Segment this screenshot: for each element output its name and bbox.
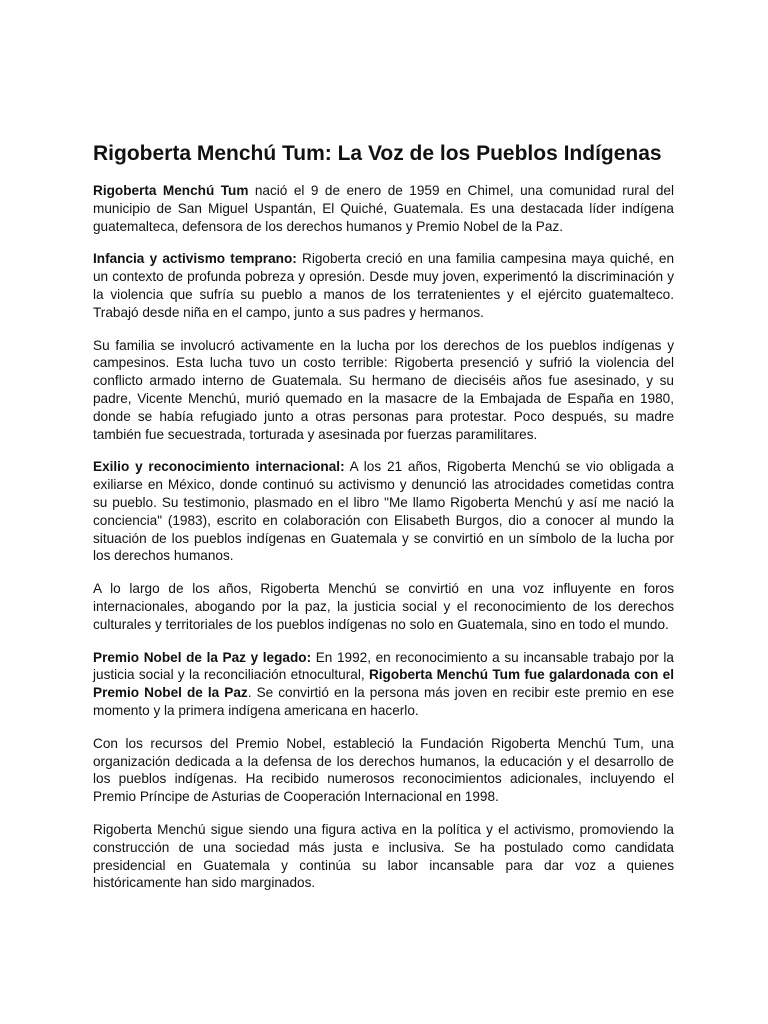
paragraph-lead: Rigoberta Menchú Tum [93, 183, 249, 198]
paragraph-foundation: Con los recursos del Premio Nobel, estableció la Fundación Rigoberta Menchú Tum, una organización dedicada a la defensa de los derechos humanos, la educación y el desarrollo de los pueblos indígenas. Ha recibido numerosos reconocimientos adicionales, incluyendo el Premio Príncipe de Asturias de Cooperación Internacional en 1998. [93, 735, 674, 805]
paragraph-lead: Exilio y reconocimiento internacional: [93, 459, 345, 475]
paragraph-exile [93, 458, 674, 565]
paragraph-family: Su familia se involucró activamente en la lucha por los derechos de los pueblos indígenas y campesinos. Esta lucha tuvo un costo terrible: Rigoberta presenció y sufrió la violencia del conflicto armado interno de Guatemala. Su hermano de dieciséis años fue asesinado, y su padre, Vicente Menchú, murió quemado en la masacre de la Embajada de España en 1980, donde se había refugiado junto a otras personas para protestar. Poco después, su madre también fue secuestrada, torturada y asesinada por fuerzas paramilitares. [93, 337, 674, 442]
paragraph-childhood [93, 250, 674, 321]
paragraph-text: Rigoberta creció en una familia campesina maya quiché, en un contexto de profunda pobreza y opresión. Desde muy joven, experimentó la discriminación y la violencia que sufría su pueblo a manos de los terratenientes y el ejército guatemalteco. Trabajó desde niña en el campo, junto a sus padres y hermanos. [93, 251, 674, 320]
paragraph-lead: Premio Nobel de la Paz y legado: [93, 649, 312, 665]
paragraph-intro [93, 182, 674, 235]
document-title: Rigoberta Menchú Tum: La Voz de los Pueblos Indígenas [93, 142, 662, 165]
document-page [93, 140, 674, 907]
paragraph-text: A los 21 años, Rigoberta Menchú se vio obligada a exiliarse en México, donde continuó su activismo y denunció las atrocidades cometidas contra su pueblo. Su testimonio, plasmado en el libro "Me llamo Rigoberta Menchú y así me nació la conciencia" (1983), escrito en colaboración con Elisabeth Burgos, dio a conocer al mundo la situación de los pueblos indígenas en Guatemala y se convirtió en un símbolo de la lucha por los derechos humanos. [93, 459, 674, 564]
paragraph-text-tail: . Se convirtió en la persona más joven en recibir este premio en ese momento y la primera indígena americana en hacerlo. [93, 685, 675, 718]
paragraph-nobel [93, 649, 674, 720]
paragraph-text: En 1992, en reconocimiento a su incansable trabajo por la justicia social y la reconciliación etnocultural, [93, 649, 674, 683]
paragraph-text: nació el 9 de enero de 1959 en Chimel, una comunidad rural del municipio de San Miguel Uspantán, El Quiché, Guatemala. Es una destacada líder indígena guatemalteca, defensora de los derechos humanos y Premio Nobel de la Paz. [93, 183, 674, 234]
paragraph-bold-highlight: Rigoberta Menchú Tum fue galardonada con el Premio Nobel de la Paz [93, 667, 674, 701]
paragraph-present: Rigoberta Menchú sigue siendo una figura activa en la política y el activismo, promoviendo la construcción de una sociedad más justa e inclusiva. Se ha postulado como candidata presidencial en Guatemala y continúa su labor incansable para dar voz a quienes históricamente han sido marginados. [93, 821, 674, 891]
paragraph-international-voice: A lo largo de los años, Rigoberta Menchú se convirtió en una voz influyente en foros internacionales, abogando por la paz, la justicia social y el reconocimiento de los derechos culturales y territoriales de los pueblos indígenas no solo en Guatemala, sino en todo el mundo. [93, 581, 674, 632]
paragraph-lead: Infancia y activismo temprano: [93, 251, 297, 267]
